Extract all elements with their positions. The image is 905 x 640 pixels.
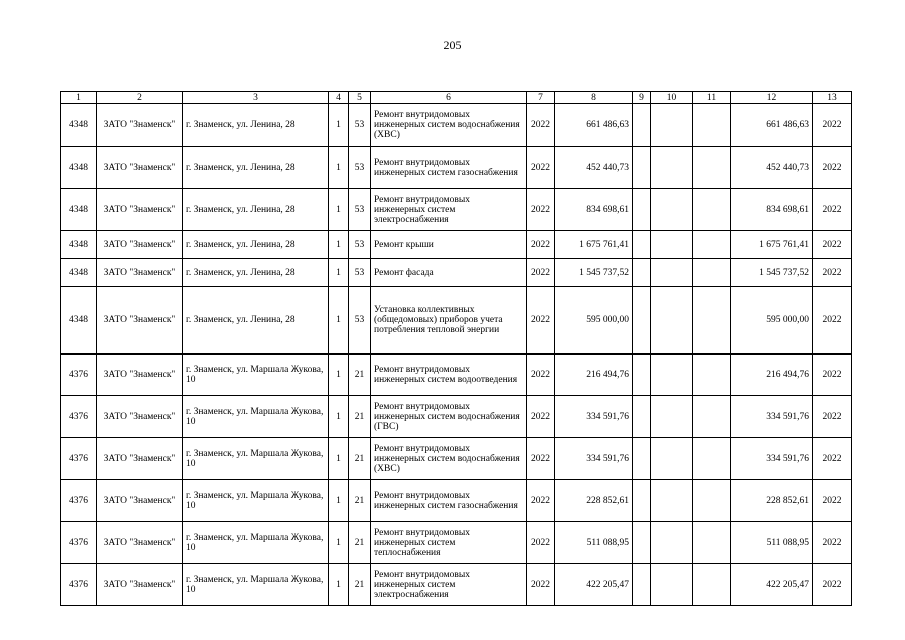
column-header: 4 bbox=[329, 92, 349, 104]
column-header: 1 bbox=[61, 92, 97, 104]
work-type-cell: Ремонт внутридомовых инженерных систем водоснабжения (ХВС) bbox=[371, 104, 527, 147]
empty-cell-11 bbox=[693, 259, 731, 287]
completion-year-cell: 2022 bbox=[813, 354, 852, 396]
column-header: 7 bbox=[527, 92, 555, 104]
count-cell: 1 bbox=[329, 438, 349, 480]
total-cost-cell: 595 000,00 bbox=[731, 287, 813, 354]
address-cell: г. Знаменск, ул. Маршала Жукова, 10 bbox=[183, 396, 329, 438]
empty-cell-9 bbox=[633, 354, 651, 396]
completion-year-cell: 2022 bbox=[813, 564, 852, 606]
address-cell: г. Знаменск, ул. Ленина, 28 bbox=[183, 104, 329, 147]
year-cell: 2022 bbox=[527, 396, 555, 438]
count-cell: 1 bbox=[329, 522, 349, 564]
address-cell: г. Знаменск, ул. Ленина, 28 bbox=[183, 259, 329, 287]
cost-cell: 216 494,76 bbox=[555, 354, 633, 396]
total-cost-cell: 1 545 737,52 bbox=[731, 259, 813, 287]
table-row bbox=[61, 480, 852, 522]
cost-cell: 661 486,63 bbox=[555, 104, 633, 147]
empty-cell-10 bbox=[651, 147, 693, 189]
column-header: 12 bbox=[731, 92, 813, 104]
count-cell: 1 bbox=[329, 259, 349, 287]
address-cell: г. Знаменск, ул. Маршала Жукова, 10 bbox=[183, 522, 329, 564]
table-row bbox=[61, 522, 852, 564]
municipality-cell: ЗАТО "Знаменск" bbox=[97, 231, 183, 259]
total-cost-cell: 334 591,76 bbox=[731, 438, 813, 480]
code-cell: 21 bbox=[349, 438, 371, 480]
total-cost-cell: 452 440,73 bbox=[731, 147, 813, 189]
count-cell: 1 bbox=[329, 480, 349, 522]
municipality-cell: ЗАТО "Знаменск" bbox=[97, 564, 183, 606]
code-cell: 21 bbox=[349, 564, 371, 606]
empty-cell-9 bbox=[633, 396, 651, 438]
empty-cell-9 bbox=[633, 259, 651, 287]
cost-cell: 228 852,61 bbox=[555, 480, 633, 522]
address-cell: г. Знаменск, ул. Ленина, 28 bbox=[183, 189, 329, 231]
empty-cell-11 bbox=[693, 564, 731, 606]
completion-year-cell: 2022 bbox=[813, 259, 852, 287]
empty-cell-10 bbox=[651, 564, 693, 606]
work-type-cell: Ремонт внутридомовых инженерных систем электроснабжения bbox=[371, 189, 527, 231]
house-id-cell: 4376 bbox=[61, 396, 97, 438]
code-cell: 53 bbox=[349, 259, 371, 287]
empty-cell-11 bbox=[693, 354, 731, 396]
cost-cell: 1 545 737,52 bbox=[555, 259, 633, 287]
cost-cell: 1 675 761,41 bbox=[555, 231, 633, 259]
empty-cell-10 bbox=[651, 354, 693, 396]
year-cell: 2022 bbox=[527, 231, 555, 259]
code-cell: 21 bbox=[349, 480, 371, 522]
code-cell: 53 bbox=[349, 147, 371, 189]
work-type-cell: Установка коллективных (общедомовых) приборов учета потребления тепловой энергии bbox=[371, 287, 527, 354]
column-header: 9 bbox=[633, 92, 651, 104]
year-cell: 2022 bbox=[527, 522, 555, 564]
completion-year-cell: 2022 bbox=[813, 231, 852, 259]
empty-cell-9 bbox=[633, 231, 651, 259]
count-cell: 1 bbox=[329, 147, 349, 189]
house-id-cell: 4348 bbox=[61, 287, 97, 354]
column-header: 3 bbox=[183, 92, 329, 104]
work-type-cell: Ремонт внутридомовых инженерных систем теплоснабжения bbox=[371, 522, 527, 564]
municipality-cell: ЗАТО "Знаменск" bbox=[97, 147, 183, 189]
house-id-cell: 4348 bbox=[61, 147, 97, 189]
year-cell: 2022 bbox=[527, 259, 555, 287]
work-type-cell: Ремонт внутридомовых инженерных систем газоснабжения bbox=[371, 480, 527, 522]
count-cell: 1 bbox=[329, 231, 349, 259]
capital-repair-table bbox=[60, 91, 852, 606]
municipality-cell: ЗАТО "Знаменск" bbox=[97, 438, 183, 480]
empty-cell-11 bbox=[693, 438, 731, 480]
cost-cell: 511 088,95 bbox=[555, 522, 633, 564]
address-cell: г. Знаменск, ул. Маршала Жукова, 10 bbox=[183, 354, 329, 396]
count-cell: 1 bbox=[329, 564, 349, 606]
count-cell: 1 bbox=[329, 189, 349, 231]
column-header: 13 bbox=[813, 92, 852, 104]
work-type-cell: Ремонт внутридомовых инженерных систем водоснабжения (ХВС) bbox=[371, 438, 527, 480]
house-id-cell: 4376 bbox=[61, 480, 97, 522]
column-header: 10 bbox=[651, 92, 693, 104]
house-id-cell: 4348 bbox=[61, 259, 97, 287]
code-cell: 53 bbox=[349, 287, 371, 354]
empty-cell-9 bbox=[633, 104, 651, 147]
completion-year-cell: 2022 bbox=[813, 287, 852, 354]
completion-year-cell: 2022 bbox=[813, 480, 852, 522]
address-cell: г. Знаменск, ул. Маршала Жукова, 10 bbox=[183, 438, 329, 480]
empty-cell-9 bbox=[633, 287, 651, 354]
work-type-cell: Ремонт крыши bbox=[371, 231, 527, 259]
house-id-cell: 4376 bbox=[61, 564, 97, 606]
year-cell: 2022 bbox=[527, 438, 555, 480]
work-type-cell: Ремонт внутридомовых инженерных систем водоснабжения (ГВС) bbox=[371, 396, 527, 438]
table-row bbox=[61, 564, 852, 606]
count-cell: 1 bbox=[329, 354, 349, 396]
count-cell: 1 bbox=[329, 287, 349, 354]
house-id-cell: 4348 bbox=[61, 231, 97, 259]
column-header: 6 bbox=[371, 92, 527, 104]
empty-cell-10 bbox=[651, 104, 693, 147]
cost-cell: 452 440,73 bbox=[555, 147, 633, 189]
year-cell: 2022 bbox=[527, 104, 555, 147]
column-header: 5 bbox=[349, 92, 371, 104]
cost-cell: 334 591,76 bbox=[555, 438, 633, 480]
municipality-cell: ЗАТО "Знаменск" bbox=[97, 480, 183, 522]
cost-cell: 595 000,00 bbox=[555, 287, 633, 354]
municipality-cell: ЗАТО "Знаменск" bbox=[97, 287, 183, 354]
municipality-cell: ЗАТО "Знаменск" bbox=[97, 259, 183, 287]
address-cell: г. Знаменск, ул. Ленина, 28 bbox=[183, 231, 329, 259]
empty-cell-10 bbox=[651, 189, 693, 231]
cost-cell: 422 205,47 bbox=[555, 564, 633, 606]
empty-cell-11 bbox=[693, 147, 731, 189]
completion-year-cell: 2022 bbox=[813, 189, 852, 231]
empty-cell-9 bbox=[633, 564, 651, 606]
work-type-cell: Ремонт внутридомовых инженерных систем газоснабжения bbox=[371, 147, 527, 189]
empty-cell-10 bbox=[651, 522, 693, 564]
address-cell: г. Знаменск, ул. Маршала Жукова, 10 bbox=[183, 480, 329, 522]
empty-cell-11 bbox=[693, 522, 731, 564]
column-header: 8 bbox=[555, 92, 633, 104]
table-row bbox=[61, 189, 852, 231]
code-cell: 53 bbox=[349, 104, 371, 147]
municipality-cell: ЗАТО "Знаменск" bbox=[97, 522, 183, 564]
work-type-cell: Ремонт внутридомовых инженерных систем водоотведения bbox=[371, 354, 527, 396]
municipality-cell: ЗАТО "Знаменск" bbox=[97, 189, 183, 231]
code-cell: 53 bbox=[349, 231, 371, 259]
empty-cell-11 bbox=[693, 287, 731, 354]
table-row bbox=[61, 147, 852, 189]
page-number: 205 bbox=[443, 38, 462, 52]
cost-cell: 334 591,76 bbox=[555, 396, 633, 438]
total-cost-cell: 334 591,76 bbox=[731, 396, 813, 438]
column-header: 2 bbox=[97, 92, 183, 104]
code-cell: 21 bbox=[349, 396, 371, 438]
empty-cell-11 bbox=[693, 396, 731, 438]
table-row bbox=[61, 438, 852, 480]
code-cell: 21 bbox=[349, 522, 371, 564]
empty-cell-10 bbox=[651, 231, 693, 259]
address-cell: г. Знаменск, ул. Ленина, 28 bbox=[183, 147, 329, 189]
house-id-cell: 4348 bbox=[61, 104, 97, 147]
table-row bbox=[61, 259, 852, 287]
total-cost-cell: 1 675 761,41 bbox=[731, 231, 813, 259]
cost-cell: 834 698,61 bbox=[555, 189, 633, 231]
completion-year-cell: 2022 bbox=[813, 396, 852, 438]
table-row bbox=[61, 396, 852, 438]
municipality-cell: ЗАТО "Знаменск" bbox=[97, 104, 183, 147]
completion-year-cell: 2022 bbox=[813, 438, 852, 480]
house-id-cell: 4348 bbox=[61, 189, 97, 231]
empty-cell-9 bbox=[633, 189, 651, 231]
completion-year-cell: 2022 bbox=[813, 522, 852, 564]
empty-cell-10 bbox=[651, 480, 693, 522]
count-cell: 1 bbox=[329, 396, 349, 438]
completion-year-cell: 2022 bbox=[813, 147, 852, 189]
municipality-cell: ЗАТО "Знаменск" bbox=[97, 354, 183, 396]
house-id-cell: 4376 bbox=[61, 354, 97, 396]
empty-cell-10 bbox=[651, 259, 693, 287]
year-cell: 2022 bbox=[527, 480, 555, 522]
empty-cell-9 bbox=[633, 480, 651, 522]
empty-cell-11 bbox=[693, 189, 731, 231]
table-row bbox=[61, 354, 852, 396]
empty-cell-11 bbox=[693, 480, 731, 522]
table-body bbox=[61, 92, 852, 606]
empty-cell-10 bbox=[651, 287, 693, 354]
work-type-cell: Ремонт фасада bbox=[371, 259, 527, 287]
total-cost-cell: 511 088,95 bbox=[731, 522, 813, 564]
municipality-cell: ЗАТО "Знаменск" bbox=[97, 396, 183, 438]
total-cost-cell: 422 205,47 bbox=[731, 564, 813, 606]
year-cell: 2022 bbox=[527, 189, 555, 231]
table-row bbox=[61, 287, 852, 354]
work-type-cell: Ремонт внутридомовых инженерных систем электроснабжения bbox=[371, 564, 527, 606]
house-id-cell: 4376 bbox=[61, 522, 97, 564]
total-cost-cell: 661 486,63 bbox=[731, 104, 813, 147]
count-cell: 1 bbox=[329, 104, 349, 147]
table-row bbox=[61, 231, 852, 259]
total-cost-cell: 216 494,76 bbox=[731, 354, 813, 396]
empty-cell-9 bbox=[633, 522, 651, 564]
address-cell: г. Знаменск, ул. Маршала Жукова, 10 bbox=[183, 564, 329, 606]
year-cell: 2022 bbox=[527, 287, 555, 354]
empty-cell-11 bbox=[693, 231, 731, 259]
empty-cell-9 bbox=[633, 438, 651, 480]
house-id-cell: 4376 bbox=[61, 438, 97, 480]
column-header: 11 bbox=[693, 92, 731, 104]
code-cell: 53 bbox=[349, 189, 371, 231]
table-row bbox=[61, 104, 852, 147]
total-cost-cell: 228 852,61 bbox=[731, 480, 813, 522]
code-cell: 21 bbox=[349, 354, 371, 396]
empty-cell-10 bbox=[651, 396, 693, 438]
empty-cell-11 bbox=[693, 104, 731, 147]
empty-cell-9 bbox=[633, 147, 651, 189]
total-cost-cell: 834 698,61 bbox=[731, 189, 813, 231]
address-cell: г. Знаменск, ул. Ленина, 28 bbox=[183, 287, 329, 354]
empty-cell-10 bbox=[651, 438, 693, 480]
completion-year-cell: 2022 bbox=[813, 104, 852, 147]
column-number-row bbox=[61, 92, 852, 104]
year-cell: 2022 bbox=[527, 147, 555, 189]
year-cell: 2022 bbox=[527, 354, 555, 396]
year-cell: 2022 bbox=[527, 564, 555, 606]
